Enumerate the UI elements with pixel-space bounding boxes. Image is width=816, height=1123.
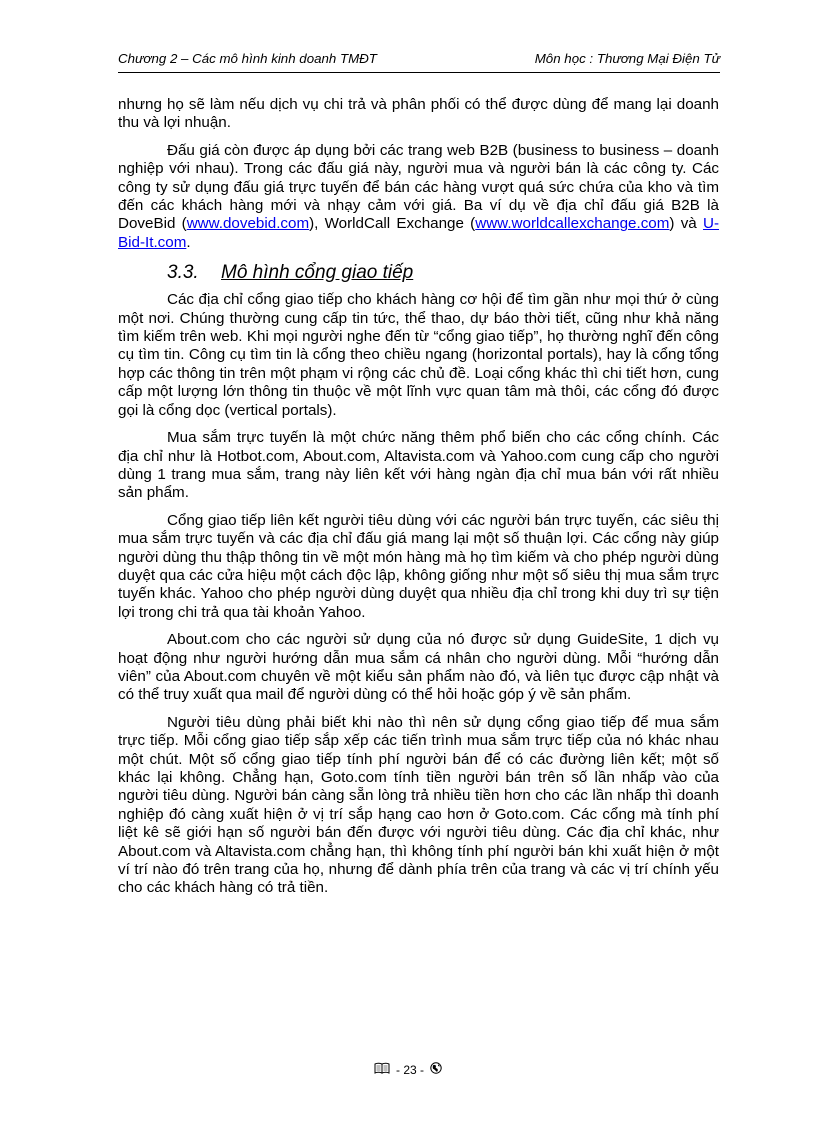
paragraph-text: ) và xyxy=(669,215,703,233)
page-header xyxy=(118,44,720,73)
dovebid-link[interactable]: www.dovebid.com xyxy=(186,215,310,233)
ubidit-link[interactable]: U-Bid-It.com xyxy=(118,215,720,251)
paragraph-continued: nhưng họ sẽ làm nếu dịch vụ chi trả và phân phối có thể được dùng để mang lại doanh thu và lợi nhuận. xyxy=(118,96,719,132)
globe-icon xyxy=(430,1062,442,1077)
paragraph: Mua sắm trực tuyến là một chức năng thêm phổ biến cho các cổng chính. Các địa chỉ như là Hotbot.com, About.com, Altavista.com và Yahoo.com cung cấp cho người dùng 1 trang mua sắm, trang này liên kết với hàng ngàn địa chỉ mua bán với rất nhiều sản phẩm. xyxy=(118,429,719,502)
page-content xyxy=(118,96,719,907)
worldcallexchange-link[interactable]: www.worldcallexchange.com xyxy=(475,215,670,233)
paragraph-text: . xyxy=(186,233,191,251)
paragraph: Các địa chỉ cổng giao tiếp cho khách hàng cơ hội để tìm gần như mọi thứ ở cùng một nơi. Chúng thường cung cấp tin tức, thể thao, dự báo thời tiết, cũng như khả năng tìm kiếm trên web. Khi mọi người nghe đến từ “cổng giao tiếp”, họ thường nghĩ đến công cụ tìm tin. Công cụ tìm tin là cổng theo chiều ngang (horizontal portals), hay là cổng tổng hợp các thông tin trên một phạm vi rộng các chủ đề. Loại cổng khác thì chi tiết hơn, cung cấp một lượng lớn thông tin thuộc về một lĩnh vực quan tâm mà thôi, các cổng đó được gọi là cổng dọc (vertical portals). xyxy=(118,291,719,419)
book-icon xyxy=(374,1062,390,1077)
paragraph: About.com cho các người sử dụng của nó được sử dụng GuideSite, 1 dịch vụ hoạt động như người hướng dẫn mua sắm cá nhân cho người dùng. Mỗi “hướng dẫn viên” của About.com chuyên về một kiểu sản phẩm nào đó, và liên tục được cập nhật và có thể truy xuất qua mail để người dùng có thể hỏi hoặc góp ý về sản phẩm. xyxy=(118,631,719,704)
paragraph: Cổng giao tiếp liên kết người tiêu dùng với các người bán trực tuyến, các siêu thị mua sắm trực tuyến và các địa chỉ đấu giá mang lại một số thuận lợi. Các cổng này giúp người dùng thu thập thông tin về một món hàng mà họ tìm kiếm và cho phép người dùng duyệt qua các cửa hiệu một cách độc lập, không giống như một số siêu thị mua sắm trực tuyến khác. Yahoo cho phép người dùng duyệt qua nhiều địa chỉ trong khi duy trì sự tiện lợi trong chi trả qua tài khoản Yahoo. xyxy=(118,511,719,621)
paragraph: Người tiêu dùng phải biết khi nào thì nên sử dụng cổng giao tiếp để mua sắm trực tiếp. Mỗi cổng giao tiếp sắp xếp các tiến trình mua sắm trực tiếp của nó khác nhau một chút. Một số cổng giao tiếp tính phí người bán để có các đường liên kết; một số khác lại không. Chẳng hạn, Goto.com tính tiền người bán trên số lần nhấp vào của người tiêu dùng. Người bán càng sẵn lòng trả nhiều tiền hơn cho các lần nhấp thì doanh nghiệp đó càng xuất hiện ở vị trí sắp hạng cao hơn ở Goto.com. Các cổng mà tính phí liệt kê sẽ giới hạn số người bán đến được với người tiêu dùng. Các địa chỉ khác, như About.com và Altavista.com chẳng hạn, thì không tính phí người bán khi xuất hiện ở một ví trí nào đó trên trang của họ, nhưng để dành phía trên của trang và các vị trí chính yếu cho các khách hàng có trả tiền. xyxy=(118,713,719,897)
section-title: Mô hình cổng giao tiếp xyxy=(221,262,414,284)
page-number: - 23 - xyxy=(395,1062,424,1077)
section-heading xyxy=(167,261,719,285)
page-footer xyxy=(0,1062,816,1077)
course-title: Môn học : Thương Mại Điện Tử xyxy=(534,51,720,66)
section-number: 3.3. xyxy=(167,262,199,284)
paragraph-text: ), WorldCall Exchange ( xyxy=(309,215,476,233)
chapter-title: Chương 2 – Các mô hình kinh doanh TMĐT xyxy=(118,51,377,66)
paragraph-b2b-auctions xyxy=(118,142,719,252)
paragraph-text: Đấu giá còn được áp dụng bởi các trang web B2B (business to business – doanh nghiệp với nhau). Trong các đấu giá này, người mua và người bán là các công ty. Các công ty sử dụng đấu giá trực tuyến để bán các hàng vượt quá sức chứa của kho và tìm đến các khách hàng mới và nhạy cảm với giá. Ba ví dụ về địa chỉ đấu giá B2B là DoveBid ( xyxy=(118,141,719,233)
